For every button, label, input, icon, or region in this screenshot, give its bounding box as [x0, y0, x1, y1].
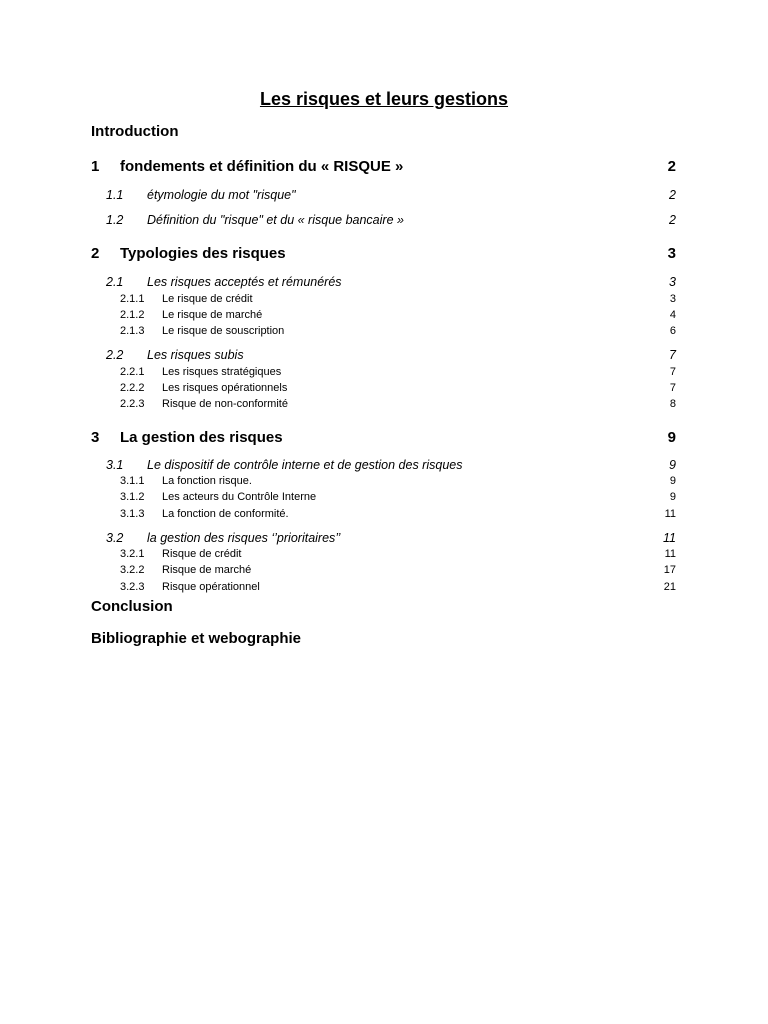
toc-entry-label: fondements et définition du « RISQUE »	[120, 158, 404, 175]
toc-entry-number: 1	[91, 158, 100, 175]
toc-entry-number: 2.2	[106, 348, 124, 362]
toc-entry-label: La gestion des risques	[120, 429, 283, 446]
toc-entry-label: Les risques acceptés et rémunérés	[147, 275, 342, 289]
toc-entry-label: Définition du "risque" et du « risque bancaire »	[147, 213, 404, 227]
toc-entry-label: Risque de non-conformité	[162, 398, 288, 410]
toc-entry-page: 11	[663, 531, 676, 545]
toc-entry-label: Le risque de souscription	[162, 325, 285, 337]
toc-entry-label: Les acteurs du Contrôle Interne	[162, 491, 317, 503]
toc-entry-label: La fonction de conformité.	[162, 508, 289, 520]
toc-entry-number: 1.1	[106, 188, 124, 202]
toc-entry-page: 21	[663, 581, 676, 593]
toc-entry-page: 7	[669, 348, 676, 362]
document-title: Les risques et leurs gestions	[259, 89, 509, 109]
toc-entry-number: 2	[91, 245, 100, 262]
toc-entry-label: la gestion des risques ‘’prioritaires’’	[147, 531, 341, 545]
toc-entry-page: 7	[669, 382, 676, 394]
toc-entry-label: Conclusion	[91, 598, 173, 615]
toc-entry-page: 9	[667, 429, 676, 446]
toc-entry-number: 3.2.2	[120, 564, 145, 576]
toc-entry-page: 2	[669, 213, 676, 227]
toc-entry-number: 1.2	[106, 213, 124, 227]
toc-entry-label: Risque de crédit	[162, 548, 242, 560]
toc-entry-number: 3.1.1	[120, 475, 145, 487]
toc-entry-label: La fonction risque.	[162, 475, 252, 487]
toc-entry-label: Typologies des risques	[120, 245, 286, 262]
toc-entry-page: 8	[669, 398, 676, 410]
toc-entry-page: 3	[669, 293, 676, 305]
toc-entry-number: 3.2.1	[120, 548, 145, 560]
toc-entry-label: Le dispositif de contrôle interne et de gestion des risques	[147, 458, 463, 472]
toc-entry-page: 2	[667, 158, 676, 175]
toc-entry-page: 7	[669, 366, 676, 378]
toc-entry-label: Le risque de marché	[162, 309, 263, 321]
toc-entry-label: Risque opérationnel	[162, 581, 260, 593]
toc-entry-page: 2	[669, 188, 676, 202]
toc-entry-label: Les risques stratégiques	[162, 366, 282, 378]
toc-entry-label: Le risque de crédit	[162, 293, 253, 305]
toc-entry-number: 3.1	[106, 458, 124, 472]
toc-entry-number: 3.1.3	[120, 508, 145, 520]
toc-entry-label: Les risques subis	[147, 348, 244, 362]
toc-entry-label: Risque de marché	[162, 564, 252, 576]
toc-entry-number: 3.2	[106, 531, 124, 545]
toc-entry-number: 3.2.3	[120, 581, 145, 593]
toc-entry-label: Bibliographie et webographie	[91, 630, 302, 647]
toc-entry-page: 9	[669, 475, 676, 487]
toc-entry-page: 9	[669, 458, 676, 472]
toc-entry-number: 2.2.2	[120, 382, 145, 394]
toc-entry-page: 11	[664, 508, 676, 520]
toc-entry-label: Introduction	[91, 123, 179, 140]
toc-entry-number: 2.1.2	[120, 309, 145, 321]
toc-entry-number: 3	[91, 429, 100, 446]
toc-entry-page: 17	[663, 564, 676, 576]
toc-entry-number: 2.2.3	[120, 398, 145, 410]
toc-entry-number: 2.1.3	[120, 325, 145, 337]
toc-entry-page: 3	[667, 245, 676, 262]
toc-entry-page: 9	[669, 491, 676, 503]
toc-entry-page: 3	[669, 275, 676, 289]
toc-entry-label: Les risques opérationnels	[162, 382, 288, 394]
toc-entry-page: 6	[669, 325, 676, 337]
toc-entry-label: étymologie du mot "risque"	[147, 188, 296, 202]
toc-entry-page: 4	[669, 309, 676, 321]
toc-entry-number: 2.1	[106, 275, 124, 289]
toc-entry-number: 2.1.1	[120, 293, 145, 305]
toc-entry-number: 2.2.1	[120, 366, 145, 378]
toc-entry-page: 11	[664, 548, 676, 560]
toc-entry-number: 3.1.2	[120, 491, 145, 503]
